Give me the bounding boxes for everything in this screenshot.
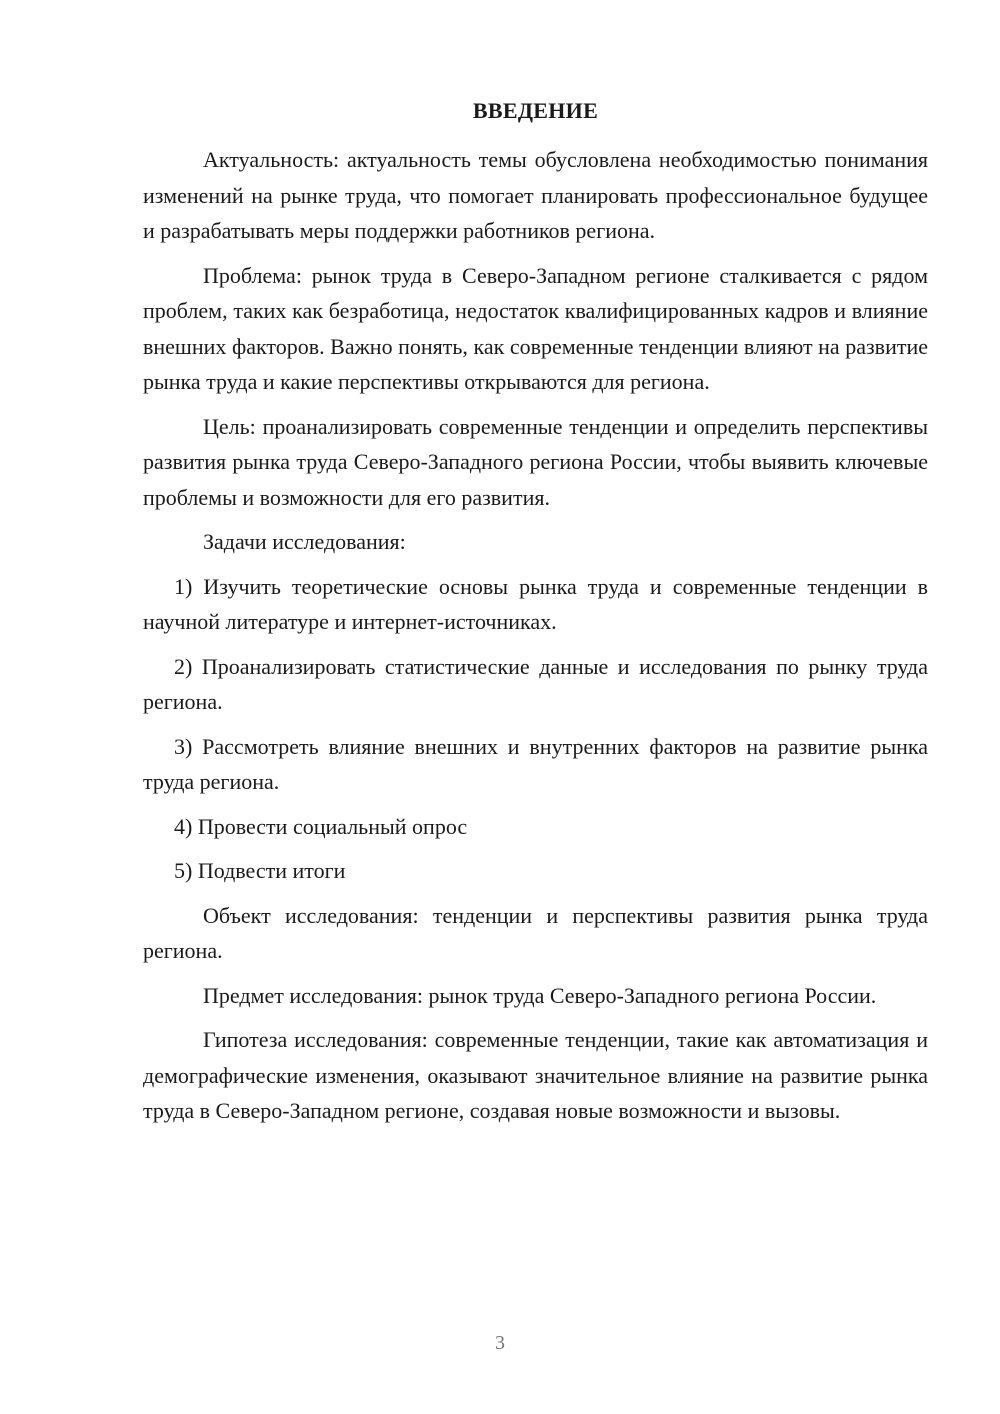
task-item-5: 5) Подвести итоги xyxy=(174,858,346,883)
section-heading: ВВЕДЕНИЕ xyxy=(472,98,599,123)
subject-paragraph: Предмет исследования: рынок труда Северо-Западного региона России. xyxy=(203,982,877,1008)
task-item-2: 2) Проанализировать статистические данные и исследования по рынку труда региона. xyxy=(143,653,928,714)
hypothesis-paragraph: Гипотеза исследования: современные тенденции, такие как автоматизация и демографические изменения, оказывают значительное влияние на развитие рынка труда в Северо-Западном регионе, создавая новые возможности и вызовы. xyxy=(143,1027,928,1123)
task-item-4: 4) Провести социальный опрос xyxy=(174,813,468,839)
problem-paragraph: Проблема: рынок труда в Северо-Западном регионе сталкивается с рядом проблем, таких как безработица, недостаток квалифицированных кадров и влияние внешних факторов. Важно понять, как современные тенденции влияют на развитие рынка труда и какие перспективы открываются для региона. xyxy=(143,262,928,394)
goal-paragraph: Цель: проанализировать современные тенденции и определить перспективы развития рынка труда Северо-Западного региона России, чтобы выявить ключевые проблемы и возможности для его развития. xyxy=(143,413,928,510)
page-number: 3 xyxy=(495,1332,505,1354)
relevance-paragraph: Актуальность: актуальность темы обусловлена необходимостью понимания изменений на рынке труда, что помогает планировать профессиональное будущее и разрабатывать меры поддержки работников региона. xyxy=(143,147,928,243)
task-item-1: 1) Изучить теоретические основы рынка труда и современные тенденции в научной литературе и интернет-источниках. xyxy=(143,573,928,634)
tasks-heading: Задачи исследования: xyxy=(203,529,406,554)
document-page xyxy=(143,94,928,1138)
task-item-3: 3) Рассмотреть влияние внешних и внутренних факторов на развитие рынка труда региона. xyxy=(143,733,928,794)
object-paragraph: Объект исследования: тенденции и перспективы развития рынка труда региона. xyxy=(143,902,928,963)
